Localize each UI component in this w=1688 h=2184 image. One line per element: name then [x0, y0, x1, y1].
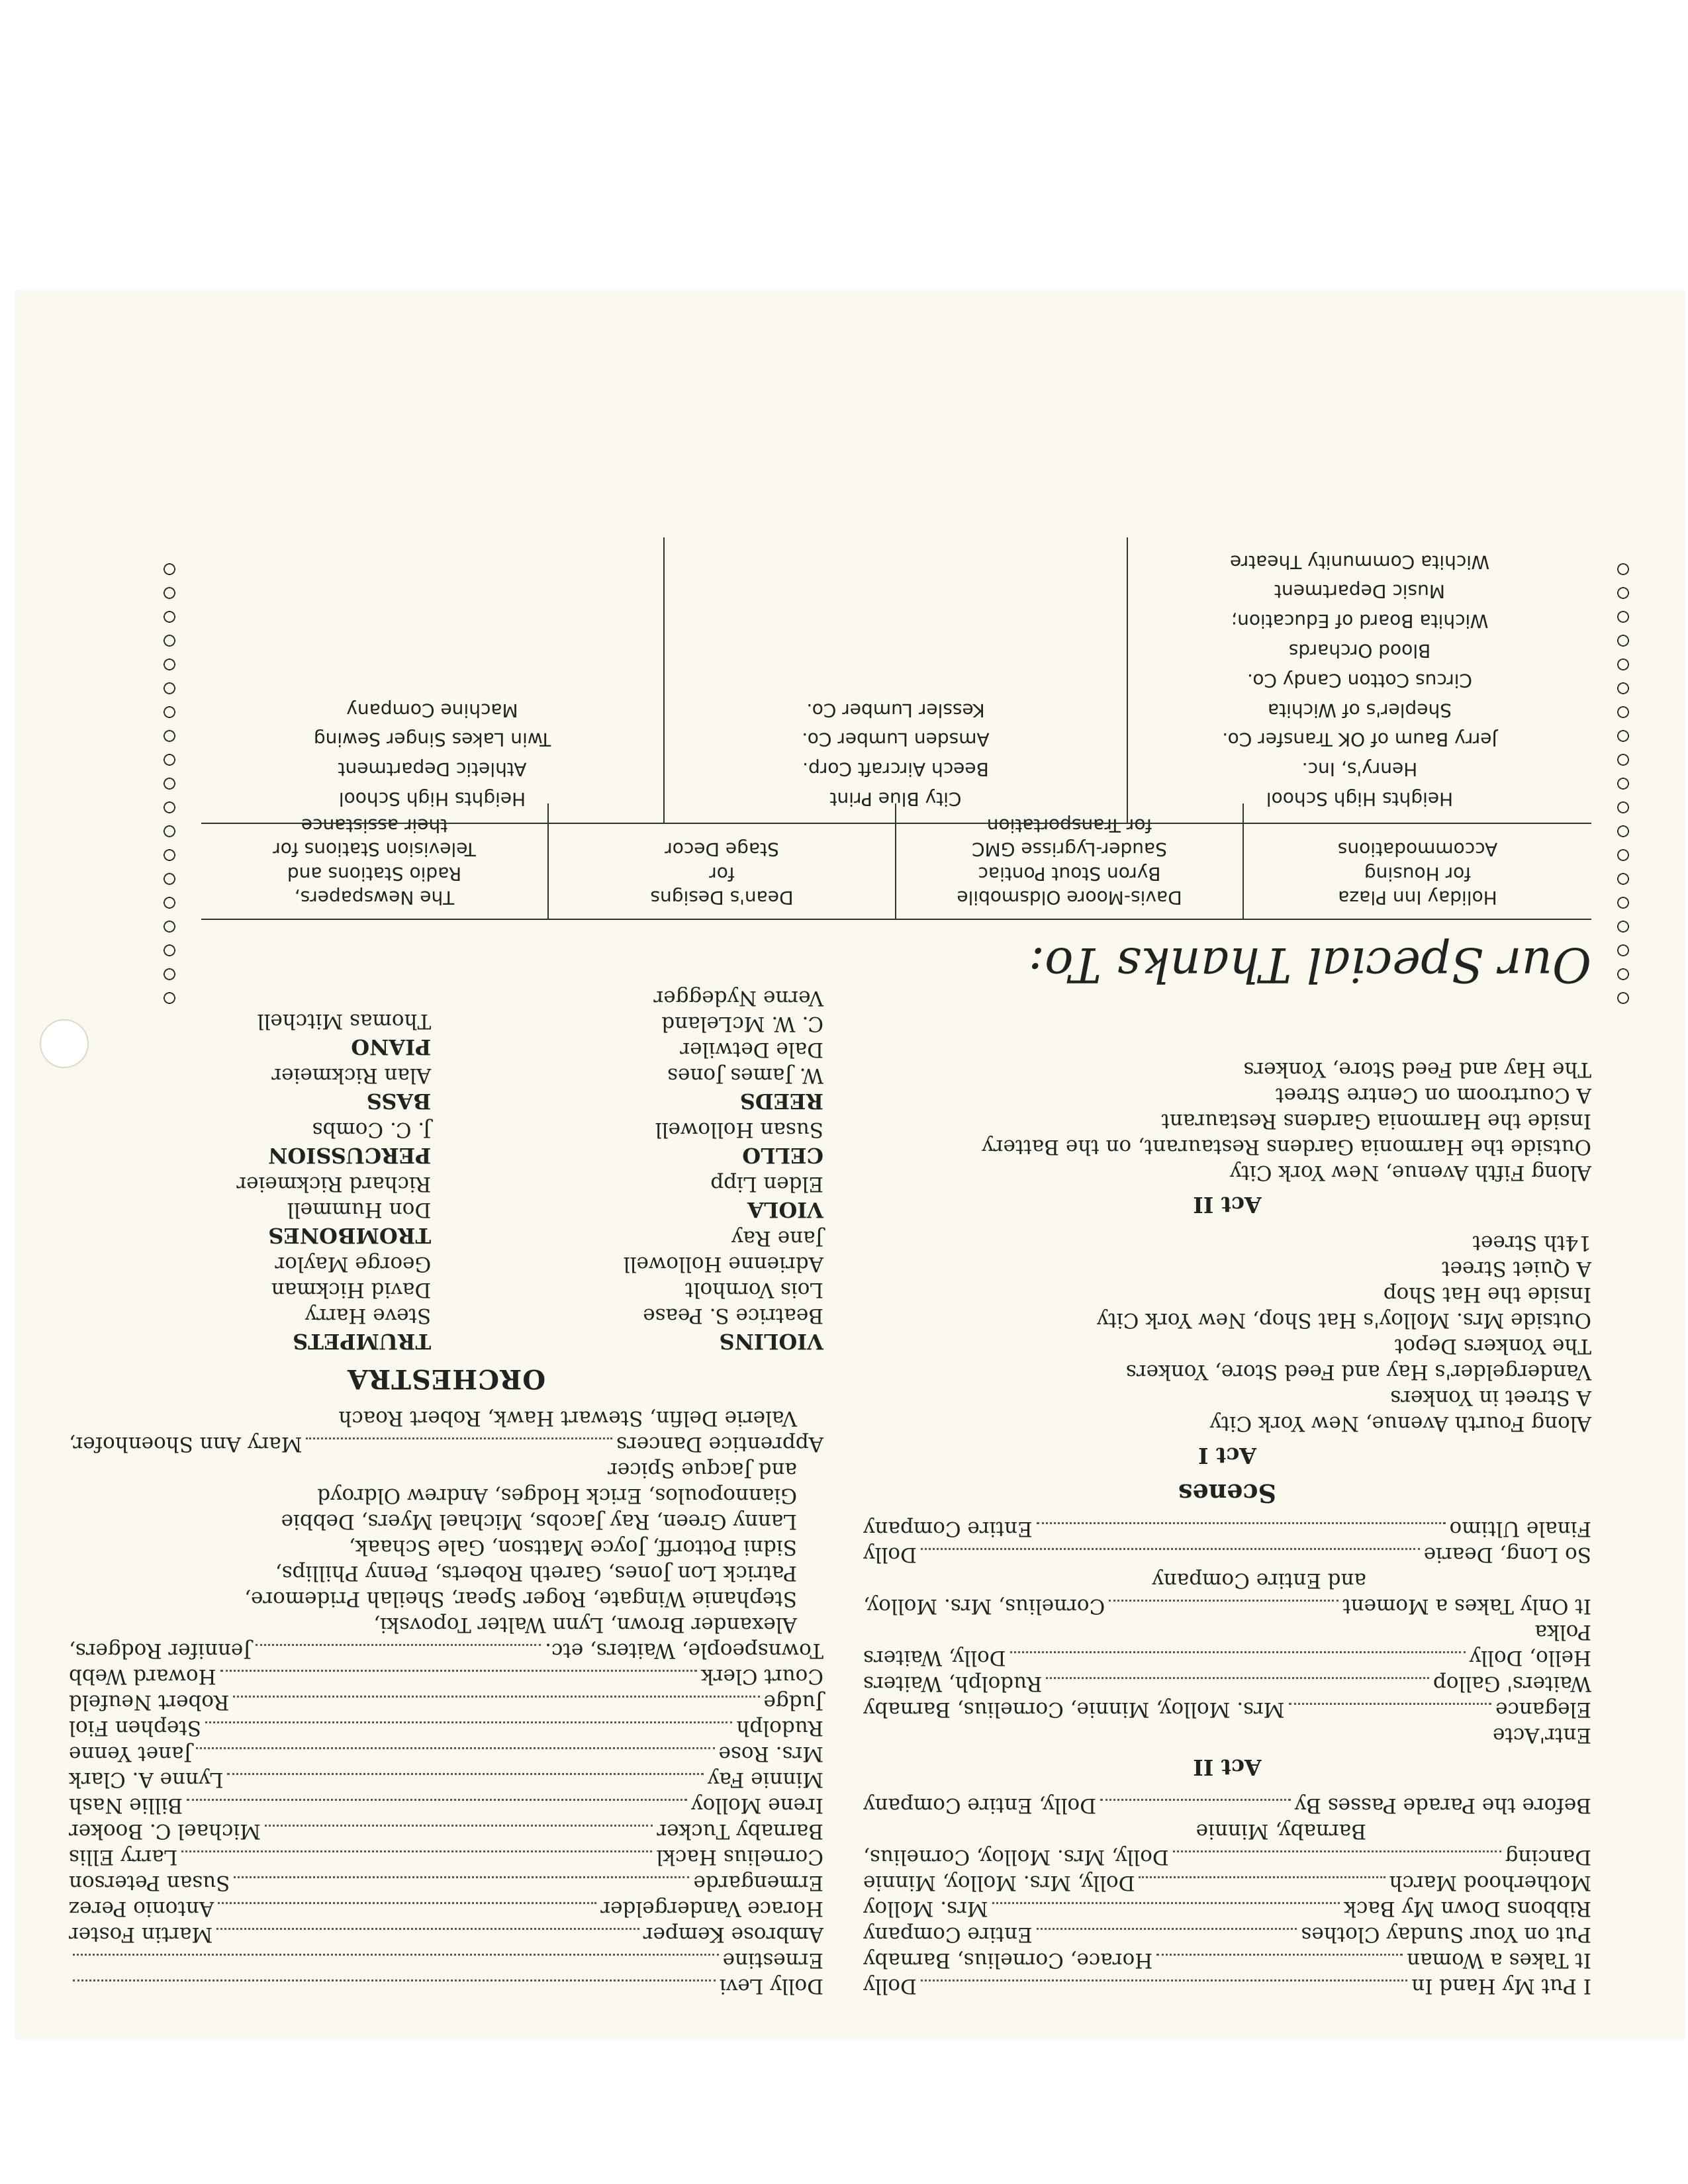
scene-item: Outside the Harmonia Gardens Restaurant, on the Battery	[982, 1135, 1591, 1159]
scene-item: A Quiet Street	[1442, 1257, 1591, 1281]
thanks-line: Heights High School	[1266, 788, 1454, 810]
cast-actor: Janet Yenne	[69, 1742, 192, 1766]
cast-role: Irene Molloy	[691, 1794, 823, 1817]
dot-leader	[205, 1721, 732, 1741]
cast-row	[69, 1689, 823, 1715]
thanks-line: for	[709, 862, 735, 885]
townspeople-line: Sidni Pottorff, Joyce Mattson, Gale Schaak,	[348, 1535, 797, 1559]
act2-songs-heading: Act II	[1193, 1754, 1262, 1780]
cast-actor: Antonio Perez	[69, 1897, 214, 1921]
cast-row	[69, 1741, 823, 1766]
townspeople-list	[69, 1457, 823, 1637]
musician-name: David Hickman	[271, 1278, 432, 1302]
dot-leader	[1139, 1876, 1385, 1895]
orchestra-columns	[69, 985, 823, 1357]
musician-name: Verne Nydegger	[653, 986, 823, 1010]
orchestra-section: PERCUSSION	[268, 1143, 432, 1168]
musician-name: Thomas Mitchell	[257, 1009, 432, 1033]
dot-leader	[1173, 1850, 1501, 1870]
musician-name: Lois Vornholt	[685, 1278, 823, 1302]
cast-row	[69, 1947, 823, 1973]
song-performers: Dolly, Mrs. Molloy, Minnie	[863, 1871, 1135, 1895]
song-row	[863, 1645, 1591, 1670]
musician-name: Beatrice S. Pease	[643, 1304, 823, 1328]
cast-row	[69, 1844, 823, 1870]
scene-item: Along Fifth Avenue, New York City	[1229, 1161, 1591, 1185]
thanks-row-organizations	[201, 537, 1591, 824]
thanks-line: Wichita Community Theatre	[1229, 551, 1490, 573]
cast-role: Mrs. Rose	[718, 1742, 823, 1766]
song-performers: Dolly, Mrs. Molloy, Cornelius,	[863, 1845, 1169, 1869]
song-title: Before the Parade Passes By	[1294, 1794, 1591, 1817]
cast-role: Ernestine	[722, 1948, 823, 1972]
rotated-content	[16, 291, 1684, 2038]
thanks-line: Stage Decor	[665, 839, 779, 861]
scene-item: A Street in Yonkers	[1390, 1386, 1591, 1410]
scene-item: Inside the Hat Shop	[1383, 1283, 1591, 1306]
orchestra-section: CELLO	[742, 1143, 823, 1168]
thanks-title: Our Special Thanks To:	[1028, 937, 1591, 993]
song-performers: Dolly, Waiters	[863, 1646, 1006, 1670]
cast-actor: Howard Webb	[69, 1664, 216, 1688]
orchestra-right	[69, 985, 431, 1357]
orchestra-section: PIANO	[351, 1034, 432, 1060]
dot-leader	[220, 1670, 697, 1689]
townspeople-line: Lanny Green, Ray Jacobs, Michael Myers, Debbie	[281, 1510, 797, 1533]
orchestra-section: BASS	[366, 1089, 432, 1114]
song-row	[863, 1696, 1591, 1722]
song-performers: Mrs. Molloy, Minnie, Cornelius, Barnaby	[863, 1698, 1285, 1721]
dot-leader	[196, 1747, 715, 1766]
cast-role: Court Clerk	[700, 1664, 823, 1688]
cast-row	[69, 1921, 823, 1947]
cast-role: Ermengarde	[693, 1871, 823, 1895]
song-row	[863, 1921, 1591, 1947]
cast-actor: Robert Neufeld	[69, 1690, 230, 1714]
cast-role: Cornelius Hackl	[656, 1845, 823, 1869]
scenes-act2-list	[863, 1056, 1591, 1185]
thanks-line: Machine Company	[346, 699, 518, 721]
orchestra-left	[461, 985, 823, 1357]
cast-row	[69, 1895, 823, 1921]
thanks-line: Holiday Inn Plaza	[1338, 887, 1497, 909]
thanks-line: Amsden Lumber Co.	[802, 729, 990, 751]
thanks-line: Shepler's of Wichita	[1267, 699, 1452, 721]
orchestra-section: VIOLINS	[719, 1329, 823, 1354]
dot-leader	[921, 1548, 1420, 1567]
thanks-line: Twin Lakes Singer Sewing	[313, 729, 551, 751]
thanks-line: The Newspapers,	[294, 887, 455, 909]
song-row	[863, 1973, 1591, 1999]
cast-actor: Larry Ellis	[69, 1845, 178, 1869]
song-title: Finale Ultimo	[1449, 1517, 1591, 1541]
dot-leader	[187, 1799, 687, 1818]
cast-row	[69, 1818, 823, 1844]
townspeople-line: and Jacque Spicer	[608, 1458, 797, 1482]
song-row	[863, 1670, 1591, 1696]
song-row	[863, 1844, 1591, 1870]
song-performers-continued: Barnaby, Minnie	[1196, 1819, 1366, 1843]
thanks-line: Jerry Baum of OK Transfer Co.	[1222, 729, 1497, 751]
musical-numbers-column	[863, 1056, 1591, 1999]
dot-leader	[992, 1902, 1340, 1921]
apprentice-more: Valerie Delfin, Stewart Hawk, Robert Roach	[338, 1406, 797, 1430]
dot-leader	[1046, 1677, 1429, 1696]
song-title: Polka	[1534, 1620, 1591, 1644]
apprentice-actor: Mary Ann Shoenhofer,	[69, 1432, 303, 1456]
scenes-act2-heading: Act II	[1193, 1192, 1262, 1218]
song-title: Motherhood March	[1389, 1871, 1591, 1895]
musician-name: Elden Lipp	[710, 1172, 823, 1196]
townspeople-line: Alexander Brown, Lynn Walter Topovski,	[373, 1613, 797, 1637]
song-title: So Long, Dearie	[1423, 1543, 1591, 1567]
musician-name: George Maylor	[275, 1252, 432, 1276]
song-title: Dancing	[1505, 1845, 1591, 1869]
cast-actor: Michael C. Booker	[69, 1819, 261, 1843]
song-row	[863, 1619, 1591, 1645]
cast-role: Barnaby Tucker	[657, 1819, 823, 1843]
orchestra-section: TROMBONES	[268, 1223, 432, 1248]
musician-name: Steve Harry	[305, 1304, 432, 1328]
scenes-heading: Scenes	[1178, 1479, 1276, 1508]
townspeople-line: Stephanie Wingate, Roger Spear, Sheilah Pridemore,	[244, 1587, 797, 1611]
song-row	[863, 1593, 1591, 1619]
song-title: Put on Your Sunday Clothes	[1301, 1923, 1591, 1946]
song-title: I Put My Hand In	[1411, 1974, 1591, 1998]
thanks-line: Athletic Department	[338, 758, 527, 781]
musician-name: Adrienne Hollowell	[623, 1252, 823, 1276]
dot-leader	[1037, 1522, 1446, 1541]
dot-leader	[921, 1979, 1407, 1999]
dot-leader	[1289, 1703, 1492, 1722]
scenes-act1-list	[863, 1230, 1591, 1436]
orchestra-heading: ORCHESTRA	[346, 1363, 546, 1394]
thanks-line: Blood Orchards	[1288, 640, 1431, 662]
cast-role: Minnie Fay	[707, 1768, 823, 1792]
dot-leader	[228, 1773, 704, 1792]
cast-row	[69, 1973, 823, 1999]
musician-name: Don Hummell	[287, 1198, 432, 1222]
song-row	[863, 1947, 1591, 1973]
dot-leader	[1100, 1799, 1291, 1818]
thanks-line: Kessler Lumber Co.	[806, 699, 985, 721]
apprentice-role: Apprentice Dancers	[616, 1432, 823, 1456]
cast-row	[69, 1715, 823, 1741]
decorative-border-left	[1615, 556, 1631, 1006]
dot-leader	[1156, 1954, 1403, 1973]
song-performers: Entire Company	[863, 1517, 1033, 1541]
thanks-line: Circus Cotton Candy Co.	[1246, 669, 1473, 692]
song-performers: Dolly, Entire Company	[863, 1794, 1097, 1817]
thanks-line: Dean's Designs	[650, 887, 794, 909]
song-performers: Mrs. Molloy	[863, 1897, 988, 1921]
thanks-line: Byron Stout Pontiac	[978, 862, 1161, 885]
musician-name: W. James Jones	[667, 1064, 823, 1087]
orchestra-section: VIOLA	[747, 1197, 823, 1222]
song-title: Elegance	[1495, 1698, 1591, 1721]
song-title: Entr'Acte	[1493, 1723, 1591, 1747]
thanks-line: Wichita Board of Education;	[1231, 610, 1489, 633]
song-row	[863, 1870, 1591, 1895]
song-row	[863, 1541, 1591, 1567]
scene-item: The Hay and Feed Store, Yonkers	[1243, 1058, 1591, 1081]
dot-leader	[234, 1876, 689, 1895]
townspeople-line: Patrick Lon Jones, Gareth Roberts, Penny Phillips,	[275, 1561, 797, 1585]
cast-row	[69, 1870, 823, 1895]
thanks-line: Radio Stations and	[287, 862, 462, 885]
song-performers: Cornelius, Mrs. Molloy,	[863, 1594, 1105, 1618]
scene-item: Outside Mrs. Molloy's Hat Shop, New York City	[1096, 1308, 1591, 1332]
thanks-line: Sauder-Lygrisse GMC	[972, 839, 1167, 861]
dot-leader	[218, 1902, 596, 1921]
cast-column	[69, 985, 823, 1999]
thanks-line: Henry's, Inc.	[1301, 758, 1418, 781]
musician-name: Richard Rickmeier	[236, 1172, 432, 1196]
song-row	[863, 1722, 1591, 1748]
cast-role: Townspeople, Waiters, etc.	[545, 1639, 823, 1662]
thanks-line: Beech Aircraft Corp.	[802, 758, 989, 781]
cast-actor: Billie Nash	[69, 1794, 183, 1817]
cast-role: Dolly Levi	[719, 1974, 823, 1998]
apprentice-dancers-row	[69, 1431, 823, 1457]
dot-leader	[233, 1696, 759, 1715]
thanks-line: City Blue Print	[829, 788, 962, 810]
song-performers: Dolly	[863, 1974, 917, 1998]
song-title: Hello, Dolly	[1469, 1646, 1591, 1670]
cast-list	[69, 1637, 823, 1999]
thanks-line: Davis-Moore Oldsmobile	[957, 887, 1182, 909]
song-title: It Takes a Woman	[1407, 1948, 1591, 1972]
thanks-line: Music Department	[1274, 580, 1446, 603]
musician-name: Dale Detwiler	[680, 1038, 823, 1062]
thanks-line: Television Stations for	[273, 839, 476, 861]
dot-leader	[73, 1979, 716, 1999]
cast-row	[69, 1766, 823, 1792]
musician-name: Jane Ray	[731, 1226, 823, 1250]
act2-songs	[863, 1516, 1591, 1748]
song-row	[863, 1792, 1591, 1818]
dot-leader	[1037, 1928, 1297, 1947]
cast-role: Horace Vandergelder	[600, 1897, 823, 1921]
song-performers: Horace, Cornelius, Barnaby	[863, 1948, 1153, 1972]
cast-actor: Lynne A. Clark	[69, 1768, 224, 1792]
cast-role: Ambrose Kemper	[643, 1923, 823, 1946]
dot-leader	[306, 1437, 612, 1457]
dot-leader	[73, 1954, 719, 1973]
cast-row	[69, 1792, 823, 1818]
song-performers-continued: and Entire Company	[1152, 1569, 1366, 1592]
dot-leader	[1010, 1651, 1466, 1670]
cast-role: Rudolph	[736, 1716, 823, 1740]
song-row	[863, 1516, 1591, 1541]
cast-row	[69, 1663, 823, 1689]
program-sheet	[16, 291, 1684, 2038]
musician-name: C. W. McLeland	[661, 1012, 823, 1036]
cast-actor: Stephen Fiol	[69, 1716, 202, 1740]
dot-leader	[265, 1825, 653, 1844]
decorative-border-right	[162, 556, 177, 1006]
thanks-line: their assistance	[301, 814, 448, 837]
dot-leader	[216, 1928, 639, 1947]
cast-role: Judge	[763, 1690, 823, 1714]
thanks-cell	[201, 537, 665, 823]
special-thanks-panel	[162, 551, 1631, 1006]
cast-actor: Jennifer Rodgers,	[69, 1639, 252, 1662]
orchestra-section: REEDS	[739, 1089, 823, 1114]
scene-item: Inside the Harmonia Gardens Restaurant	[1161, 1109, 1591, 1133]
act1-songs	[863, 1792, 1591, 1999]
musician-name: Susan Hollowell	[655, 1118, 823, 1142]
scene-item: Vandergelder's Hay and Feed Store, Yonkers	[1125, 1360, 1591, 1384]
thanks-cell	[1128, 537, 1591, 823]
musician-name: J. C. Combs	[312, 1118, 432, 1142]
scene-item: Along Fourth Avenue, New York City	[1209, 1412, 1591, 1435]
song-performers: Entire Company	[863, 1923, 1033, 1946]
song-title: Waiters' Gallop	[1432, 1672, 1591, 1696]
orchestra-section: TRUMPETS	[293, 1329, 432, 1354]
scene-item: 14th Street	[1472, 1231, 1591, 1255]
punch-hole	[40, 1019, 89, 1068]
thanks-line: for Transportation	[986, 814, 1152, 837]
thanks-line: for Housing	[1364, 862, 1472, 885]
dot-leader	[1109, 1600, 1338, 1619]
cast-row	[69, 1637, 823, 1663]
thanks-line: Heights High School	[338, 788, 526, 810]
song-title: It Only Takes a Moment	[1342, 1594, 1591, 1618]
cast-actor: Martin Foster	[69, 1923, 213, 1946]
thanks-line: Accommodations	[1337, 839, 1498, 861]
scene-item: A Courtroom on Centre Street	[1276, 1083, 1591, 1107]
song-row	[863, 1895, 1591, 1921]
townspeople-line: Giannopoulos, Erick Hodges, Andrew Oldroyd	[317, 1484, 797, 1508]
dot-leader	[256, 1644, 541, 1663]
song-title: Ribbons Down My Back	[1344, 1897, 1591, 1921]
cast-actor: Susan Peterson	[69, 1871, 230, 1895]
scenes-act1-heading: Act I	[1198, 1443, 1256, 1469]
song-performers: Dolly	[863, 1543, 917, 1567]
thanks-cell	[665, 537, 1128, 823]
dot-leader	[181, 1850, 652, 1870]
musician-name: Alan Rickmeier	[271, 1064, 432, 1087]
scene-item: The Yonkers Depot	[1394, 1334, 1591, 1358]
song-performers: Rudolph, Waiters	[863, 1672, 1043, 1696]
